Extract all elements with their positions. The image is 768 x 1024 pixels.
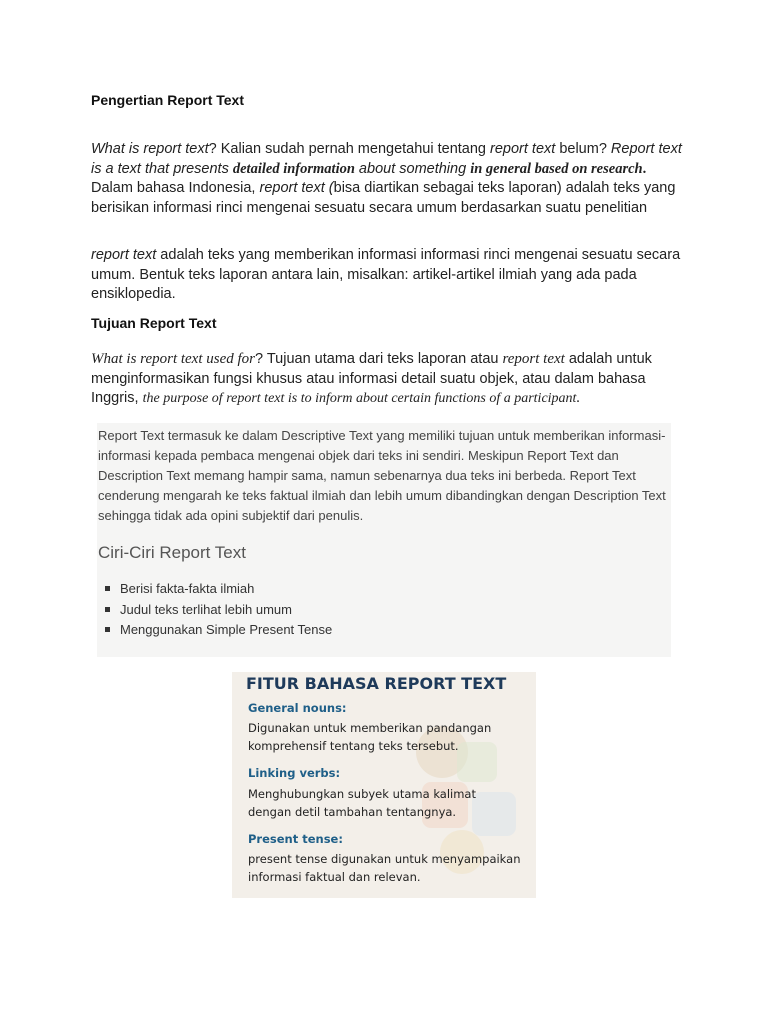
text-span: adalah teks yang memberikan informasi informasi rinci mengenai sesuatu secara umum. Bentuk teks laporan antara lain, misalkan: artikel-artikel ilmiah yang ada pada ensiklopedia. (91, 247, 681, 302)
bullet-icon (105, 607, 110, 612)
text-span: report text (502, 351, 565, 367)
list-item-label: Judul teks terlihat lebih umum (120, 601, 292, 617)
linking-verbs-line-1: Menghubungkan subyek utama kalimat (248, 787, 476, 801)
text-span: about something (354, 160, 471, 177)
pengertian-paragraph-1 (91, 140, 691, 218)
present-tense-line-2: informasi faktual dan relevan. (248, 870, 421, 884)
bullet-icon (105, 627, 110, 632)
text-span: belum? (555, 141, 611, 157)
report-text-info-image (97, 423, 671, 657)
list-item-label: Menggunakan Simple Present Tense (120, 622, 333, 637)
pengertian-paragraph-2 (91, 246, 691, 305)
list-item (105, 620, 332, 641)
list-item (105, 579, 332, 600)
pengertian-heading: Pengertian Report Text (91, 92, 244, 108)
tujuan-heading: Tujuan Report Text (91, 315, 217, 331)
text-span: Dalam bahasa Indonesia, (91, 180, 260, 196)
text-span: the purpose of report text is to inform about certain functions of a participant (142, 391, 577, 406)
present-tense-line-1: present tense digunakan untuk menyampaikan (248, 852, 521, 866)
ciri-ciri-heading: Ciri-Ciri Report Text (98, 543, 246, 562)
text-span: bisa diartikan sebagai teks laporan) adalah teks yang berisikan informasi rinci mengenai sesuatu secara umum berdasarkan suatu penelitian (91, 180, 676, 216)
text-span: . (576, 390, 581, 406)
box1-intro-text: Report Text termasuk ke dalam Descriptive Text yang memiliki tujuan untuk memberikan informasi-informasi kepada pembaca mengenai objek dari teks ini sendiri. Meskipun Report Text dan Description Text memang hampir sama, namun sebenarnya dua teks ini berbeda. Report Text cenderung mengarah ke teks faktual ilmiah dan lebih umum dibandingkan dengan Description Text sehingga tidak ada opini subjektif dari penulis. (98, 428, 666, 523)
linking-verbs-line-2: dengan detil tambahan tentangnya. (248, 805, 457, 819)
text-span: report text ( (259, 180, 334, 196)
ciri-ciri-list (105, 579, 332, 641)
text-span: What is report text used for (91, 351, 256, 367)
text-span: adalah untuk menginformasikan fungsi khusus atau informasi detail suatu objek, atau dalam bahasa Inggris, (91, 351, 652, 406)
general-nouns-line-2: komprehensif tentang teks tersebut. (248, 739, 459, 753)
text-span: What is report text (91, 141, 209, 157)
text-span: report text (490, 141, 556, 157)
text-span: detailed information (232, 160, 355, 177)
text-span: ? Tujuan utama dari teks laporan atau (255, 351, 503, 367)
present-tense-label: Present tense: (248, 832, 343, 846)
list-item-label: Berisi fakta-fakta ilmiah (120, 581, 255, 596)
fitur-bahasa-title: FITUR BAHASA REPORT TEXT (246, 674, 507, 693)
text-span: Report text is a text that presents (91, 141, 682, 177)
list-item (105, 600, 332, 621)
general-nouns-label: General nouns: (248, 701, 347, 715)
bullet-icon (105, 586, 110, 591)
fitur-bahasa-image (232, 672, 536, 898)
text-span: . (642, 160, 647, 177)
general-nouns-line-1: Digunakan untuk memberikan pandangan (248, 721, 492, 735)
text-span: ? Kalian sudah pernah mengetahui tentang (208, 141, 491, 157)
text-span: in general based on research (470, 160, 643, 177)
linking-verbs-label: Linking verbs: (248, 766, 341, 780)
tujuan-paragraph (91, 350, 691, 409)
text-span: report text (91, 247, 157, 263)
